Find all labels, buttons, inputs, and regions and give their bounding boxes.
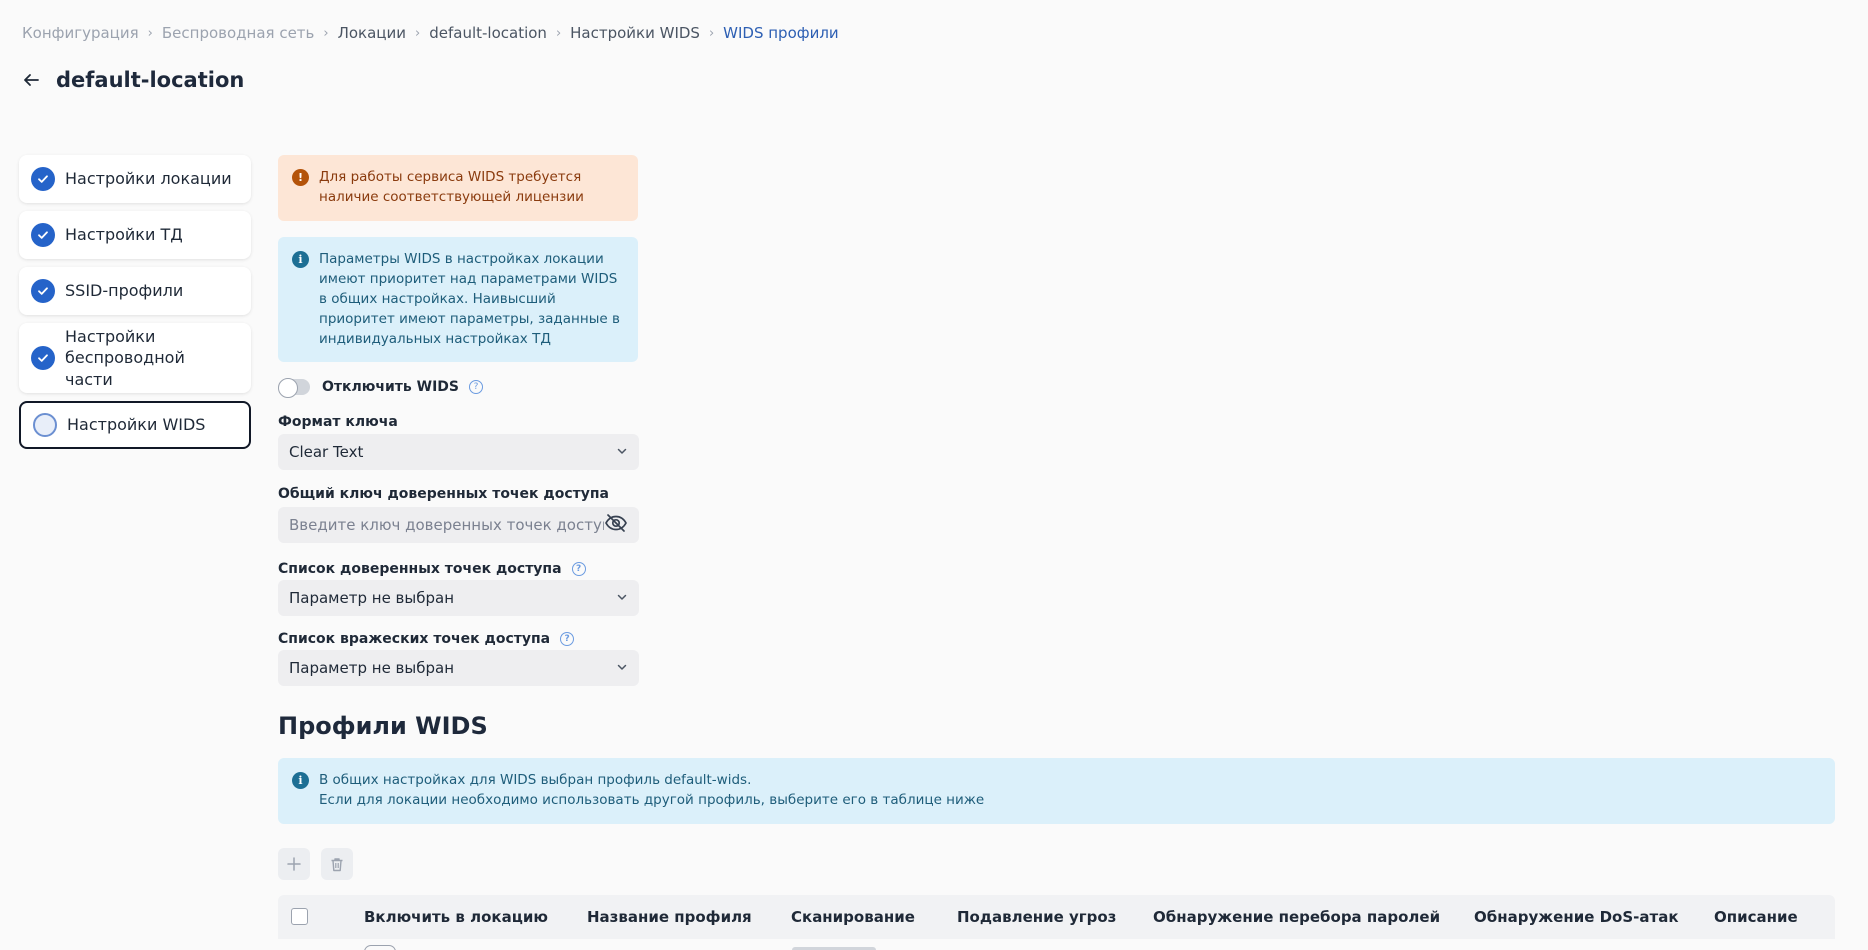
eye-off-icon[interactable] [604, 513, 628, 537]
alert-text: Для работы сервиса WIDS требуется наличие соответствующей лицензии [319, 169, 584, 205]
add-button[interactable] [278, 848, 310, 880]
step-pending-circle-icon [33, 413, 57, 437]
select-all-checkbox[interactable] [291, 908, 308, 925]
plus-icon [287, 857, 301, 871]
chevron-right-icon: › [147, 25, 153, 41]
key-format-value: Clear Text [289, 443, 364, 461]
priority-info [278, 237, 638, 362]
breadcrumb-default-location[interactable]: default-location [429, 24, 547, 42]
key-format-select[interactable] [278, 434, 639, 470]
step-ap-settings[interactable] [19, 211, 251, 259]
shared-key-label: Общий ключ доверенных точек доступа [278, 486, 610, 502]
step-label: Настройки локации [65, 169, 232, 189]
enemy-list-value: Параметр не выбран [289, 659, 455, 677]
step-label: Настройки беспроводной части [65, 326, 185, 389]
info-icon: i [292, 772, 309, 789]
column-header[interactable]: Обнаружение перебора паролей [1153, 908, 1441, 926]
shared-key-input[interactable] [289, 516, 604, 534]
license-warning [278, 155, 638, 221]
chevron-right-icon: › [708, 25, 715, 41]
include-toggle[interactable] [364, 945, 396, 950]
breadcrumb [22, 24, 839, 42]
delete-button[interactable] [321, 848, 353, 880]
breadcrumb-locations[interactable]: Локации [337, 24, 407, 42]
check-icon [31, 167, 55, 191]
disable-wids-label: Отключить WIDS [322, 379, 459, 395]
step-wireless-settings[interactable] [19, 323, 251, 393]
step-wids-settings[interactable] [19, 401, 251, 449]
enemy-list-label [278, 631, 574, 647]
table-row [278, 939, 1835, 950]
trash-icon [330, 857, 344, 872]
alert-text [319, 770, 984, 812]
chevron-down-icon [616, 659, 628, 677]
help-icon[interactable]: ? [560, 632, 574, 646]
breadcrumb-wids-settings[interactable]: Настройки WIDS [570, 24, 700, 42]
step-label: Настройки WIDS [67, 415, 206, 435]
back-arrow-icon[interactable] [20, 69, 42, 91]
step-label: Настройки ТД [65, 225, 183, 245]
trusted-list-label-text: Список доверенных точек доступа [278, 561, 562, 577]
help-icon[interactable]: ? [572, 562, 586, 576]
chevron-down-icon [616, 589, 628, 607]
alert-text: Параметры WIDS в настройках локации имеют приоритет над параметрами WIDS в общих настройках. Наивысший приоритет имеют параметры, заданные в индивидуальных настройках ТД [319, 251, 620, 347]
step-label: SSID-профили [65, 281, 184, 301]
table-header [278, 895, 1835, 939]
shared-key-field [278, 507, 639, 543]
profile-info [278, 758, 1835, 824]
trusted-list-value: Параметр не выбран [289, 589, 455, 607]
check-icon [31, 223, 55, 247]
step-ssid-profiles[interactable] [19, 267, 251, 315]
breadcrumb-wireless-network[interactable]: Беспроводная сеть [161, 24, 315, 42]
enemy-list-label-text: Список вражеских точек доступа [278, 631, 551, 647]
step-location-settings[interactable] [19, 155, 251, 203]
column-header[interactable]: Описание [1714, 908, 1798, 926]
wizard-steps [19, 155, 251, 457]
table-toolbar [278, 848, 364, 880]
exclamation-icon: ! [292, 169, 309, 186]
chevron-right-icon: › [415, 25, 421, 41]
trusted-list-select[interactable] [278, 580, 639, 616]
info-icon: i [292, 251, 309, 268]
disable-wids-row [278, 379, 483, 395]
page-title: default-location [56, 68, 245, 92]
column-header[interactable]: Подавление угроз [957, 908, 1117, 926]
key-format-label: Формат ключа [278, 414, 398, 430]
chevron-down-icon [616, 443, 628, 461]
enemy-list-select[interactable] [278, 650, 639, 686]
page-header [20, 68, 244, 92]
column-header[interactable]: Сканирование [791, 908, 915, 926]
breadcrumb-wids-profiles: WIDS профили [723, 24, 839, 42]
column-header[interactable]: Включить в локацию [364, 908, 548, 926]
check-icon [31, 346, 55, 370]
section-title: Профили WIDS [278, 712, 488, 740]
disable-wids-toggle[interactable] [278, 379, 310, 395]
chevron-right-icon: › [323, 25, 329, 41]
help-icon[interactable]: ? [469, 380, 483, 394]
trusted-list-label [278, 561, 586, 577]
alert-line: В общих настройках для WIDS выбран профиль default-wids. [319, 772, 752, 788]
chevron-right-icon: › [555, 25, 562, 41]
check-icon [31, 279, 55, 303]
column-header[interactable]: Обнаружение DoS-атак [1474, 908, 1679, 926]
breadcrumb-configuration[interactable]: Конфигурация [22, 24, 139, 42]
column-header[interactable]: Название профиля [587, 908, 752, 926]
alert-line: Если для локации необходимо использовать другой профиль, выберите его в таблице ниже [319, 792, 985, 808]
